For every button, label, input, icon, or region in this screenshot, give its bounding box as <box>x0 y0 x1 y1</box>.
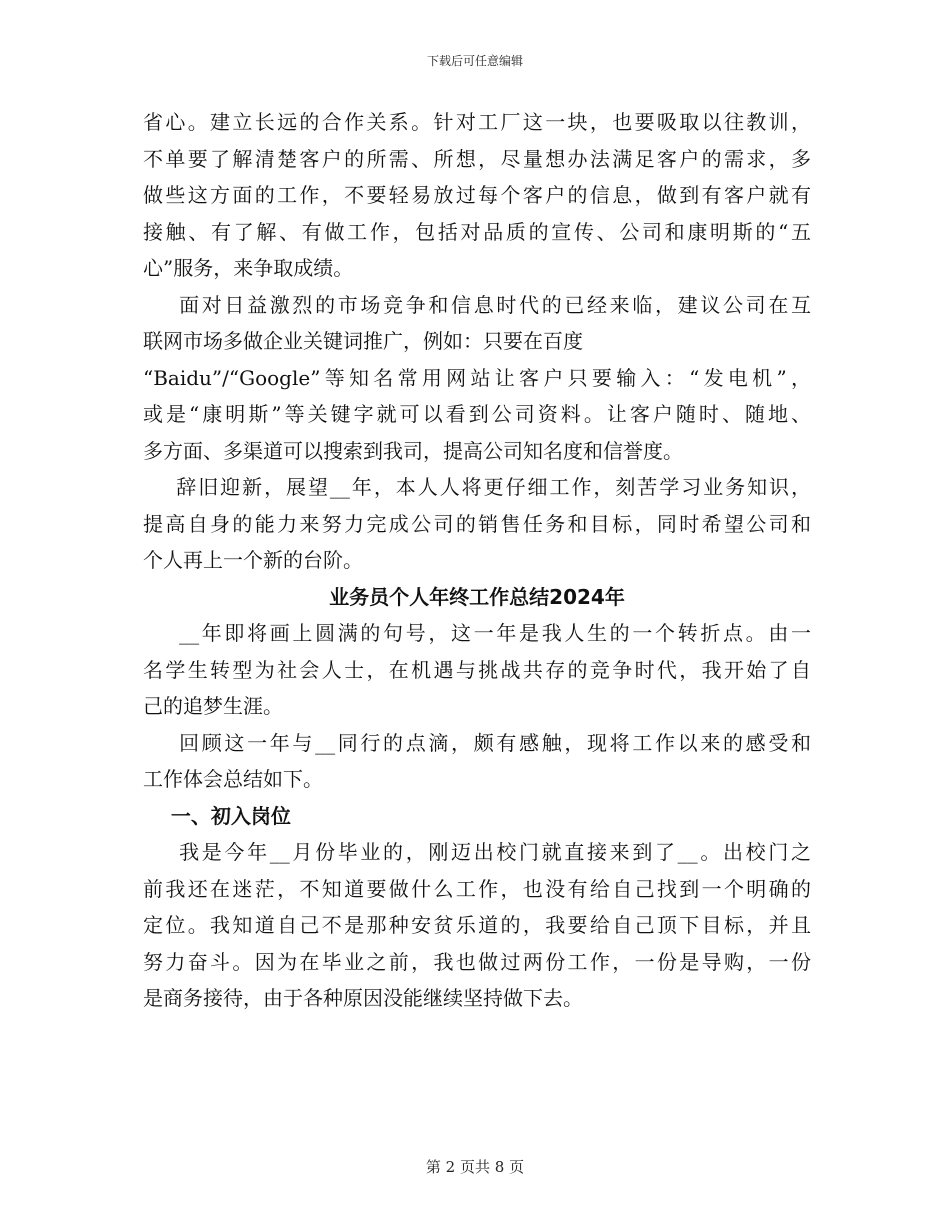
text-line: 努力奋斗。因为在毕业之前，我也做过两份工作，一份是导购，一份 <box>143 949 811 974</box>
text-line: 提高自身的能力来努力完成公司的销售任务和目标，同时希望公司和 <box>143 511 811 536</box>
text-line: 己的追梦生涯。 <box>143 694 283 718</box>
text-line: 辞旧迎新，展望__年，本人人将更仔细工作，刻苦学习业务知识， <box>143 475 811 499</box>
text-line: 省心。建立长远的合作关系。针对工厂这一块，也要吸取以往教训， <box>143 110 811 134</box>
text-line: 面对日益激烈的市场竞争和信息时代的已经来临，建议公司在互 <box>143 292 811 317</box>
section-title: 业务员个人年终工作总结2024年 <box>329 584 625 609</box>
text-line: 心”服务，来争取成绩。 <box>143 256 354 280</box>
text-line: 回顾这一年与__同行的点滴，颇有感触，现将工作以来的感受和 <box>143 730 811 755</box>
text-line: 做些这方面的工作，不要轻易放过每个客户的信息，做到有客户就有 <box>143 183 811 207</box>
text-line: 前我还在迷茫，不知道要做什么工作，也没有给自己找到一个明确的 <box>143 876 811 901</box>
text-line: 接触、有了解、有做工作，包括对品质的宣传、公司和康明斯的“五 <box>143 219 811 244</box>
subsection-heading: 一、初入岗位 <box>143 803 291 828</box>
text-line: 是商务接待，由于各种原因没能继续坚持做下去。 <box>143 986 583 1010</box>
text-line: 我是今年__月份毕业的，刚迈出校门就直接来到了__。出校门之 <box>143 840 811 864</box>
text-line: 或是“康明斯”等关键字就可以看到公司资料。让客户随时、随地、 <box>143 402 811 426</box>
text-line: 多方面、多渠道可以搜索到我司，提高公司知名度和信誉度。 <box>143 438 683 463</box>
text-line: 联网市场多做企业关键词推广，例如：只要在百度 <box>143 329 583 353</box>
document-body <box>143 104 811 1017</box>
text-line: 不单要了解清楚客户的所需、所想，尽量想办法满足客户的需求，多 <box>143 146 811 171</box>
text-line: __年即将画上圆满的句号，这一年是我人生的一个转折点。由一 <box>143 621 811 645</box>
page-header: 下载后可任意编辑 <box>426 54 523 68</box>
text-line: “Baidu”/“Google”等知名常用网站让客户只要输入：“发电机”， <box>143 365 811 390</box>
text-line: 名学生转型为社会人士，在机遇与挑战共存的竞争时代，我开始了自 <box>143 657 811 682</box>
page-number: 第 2 页共 8 页 <box>425 1158 525 1176</box>
text-line: 定位。我知道自己不是那种安贫乐道的，我要给自己顶下目标，并且 <box>143 913 811 937</box>
text-line: 个人再上一个新的台阶。 <box>143 548 363 572</box>
text-line: 工作体会总结如下。 <box>143 767 323 791</box>
